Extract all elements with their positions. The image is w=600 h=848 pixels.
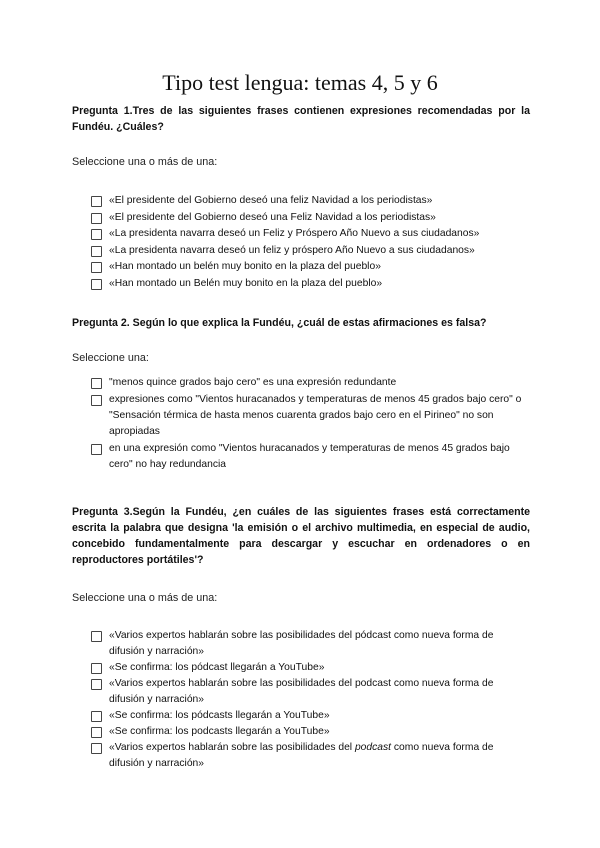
option-label: «Se confirma: los podcasts llegarán a YouTube» bbox=[109, 726, 330, 737]
question-3-instruction: Seleccione una o más de una: bbox=[72, 592, 218, 604]
option[interactable] bbox=[91, 243, 531, 260]
option-label: «Han montado un Belén muy bonito en la plaza del pueblo» bbox=[109, 277, 383, 289]
checkbox[interactable] bbox=[91, 213, 102, 224]
checkbox[interactable] bbox=[91, 229, 102, 240]
option[interactable] bbox=[91, 226, 531, 243]
checkbox[interactable] bbox=[91, 262, 102, 273]
question-1-instruction: Seleccione una o más de una: bbox=[72, 156, 218, 168]
option-label: en una expresión como "Vientos huracanados y temperaturas de menos 45 grados bajo cero" no hay redundancia bbox=[109, 443, 510, 470]
page-title: Tipo test lengua: temas 4, 5 y 6 bbox=[162, 70, 438, 95]
option[interactable] bbox=[91, 660, 531, 676]
checkbox[interactable] bbox=[91, 743, 102, 754]
option-label: «Han montado un belén muy bonito en la plaza del pueblo» bbox=[109, 261, 381, 272]
option[interactable] bbox=[91, 210, 531, 227]
checkbox[interactable] bbox=[91, 196, 102, 207]
checkbox[interactable] bbox=[91, 395, 102, 406]
question-2-instruction: Seleccione una: bbox=[72, 352, 149, 364]
question-3-text: Pregunta 3.Según la Fundéu, ¿en cuáles de las siguientes frases está correctamente escrita la palabra que designa 'la emisión o el archivo multimedia, en especial de audio, concebido fundamentalmente para descargar y escuchar en ordenadores o en reproductores portátiles'? bbox=[72, 506, 530, 566]
option-label: «Se confirma: los pódcast llegarán a YouTube» bbox=[109, 662, 325, 673]
option-label-italic: podcast bbox=[354, 742, 392, 753]
checkbox[interactable] bbox=[91, 663, 102, 674]
checkbox[interactable] bbox=[91, 727, 102, 738]
option[interactable] bbox=[91, 392, 531, 440]
option-label: «Varios expertos hablarán sobre las posibilidades del pódcast como nueva forma de difusión y narración» bbox=[109, 630, 494, 657]
option-label-before: «Varios expertos hablarán sobre las posibilidades del bbox=[109, 742, 355, 753]
question-3-options bbox=[91, 628, 531, 772]
option-label: "menos quince grados bajo cero" es una expresión redundante bbox=[109, 377, 397, 388]
option-label: «El presidente del Gobierno deseó una Feliz Navidad a los periodistas» bbox=[109, 211, 436, 223]
option[interactable] bbox=[91, 193, 531, 210]
checkbox[interactable] bbox=[91, 631, 102, 642]
option-label-after: como nueva forma de difusión y narración» bbox=[109, 742, 494, 769]
option-label: «El presidente del Gobierno deseó una feliz Navidad a los periodistas» bbox=[109, 195, 433, 206]
option[interactable] bbox=[91, 676, 531, 708]
checkbox[interactable] bbox=[91, 711, 102, 722]
checkbox[interactable] bbox=[91, 378, 102, 389]
option-label: «La presidenta navarra deseó un feliz y próspero Año Nuevo a sus ciudadanos» bbox=[109, 244, 475, 256]
option-label: expresiones como "Vientos huracanados y temperaturas de menos 45 grados bajo cero" o "Sensación térmica de hasta menos cuarenta grados bajo cero en el Pirineo" no son apropiadas bbox=[109, 394, 522, 437]
option-label: «La presidenta navarra deseó un Feliz y Próspero Año Nuevo a sus ciudadanos» bbox=[109, 228, 480, 239]
question-2-text: Pregunta 2. Según lo que explica la Fundéu, ¿cuál de estas afirmaciones es falsa? bbox=[72, 317, 487, 329]
option[interactable] bbox=[91, 441, 531, 473]
option[interactable] bbox=[91, 708, 531, 724]
option[interactable] bbox=[91, 724, 531, 740]
option-label: «Varios expertos hablarán sobre las posibilidades del podcast como nueva forma de difusión y narración» bbox=[109, 678, 494, 705]
question-1-text: Pregunta 1.Tres de las siguientes frases contienen expresiones recomendadas por la Fundéu. ¿Cuáles? bbox=[72, 105, 530, 133]
option[interactable] bbox=[91, 628, 531, 660]
question-2-options bbox=[91, 375, 531, 473]
checkbox[interactable] bbox=[91, 679, 102, 690]
checkbox[interactable] bbox=[91, 444, 102, 455]
option[interactable] bbox=[91, 259, 531, 276]
question-1-options bbox=[91, 193, 531, 292]
checkbox[interactable] bbox=[91, 246, 102, 257]
option-label: «Se confirma: los pódcasts llegarán a YouTube» bbox=[109, 710, 330, 721]
option[interactable] bbox=[91, 276, 531, 293]
checkbox[interactable] bbox=[91, 279, 102, 290]
option[interactable] bbox=[91, 740, 531, 772]
option-label bbox=[109, 742, 493, 769]
option[interactable] bbox=[91, 375, 531, 391]
